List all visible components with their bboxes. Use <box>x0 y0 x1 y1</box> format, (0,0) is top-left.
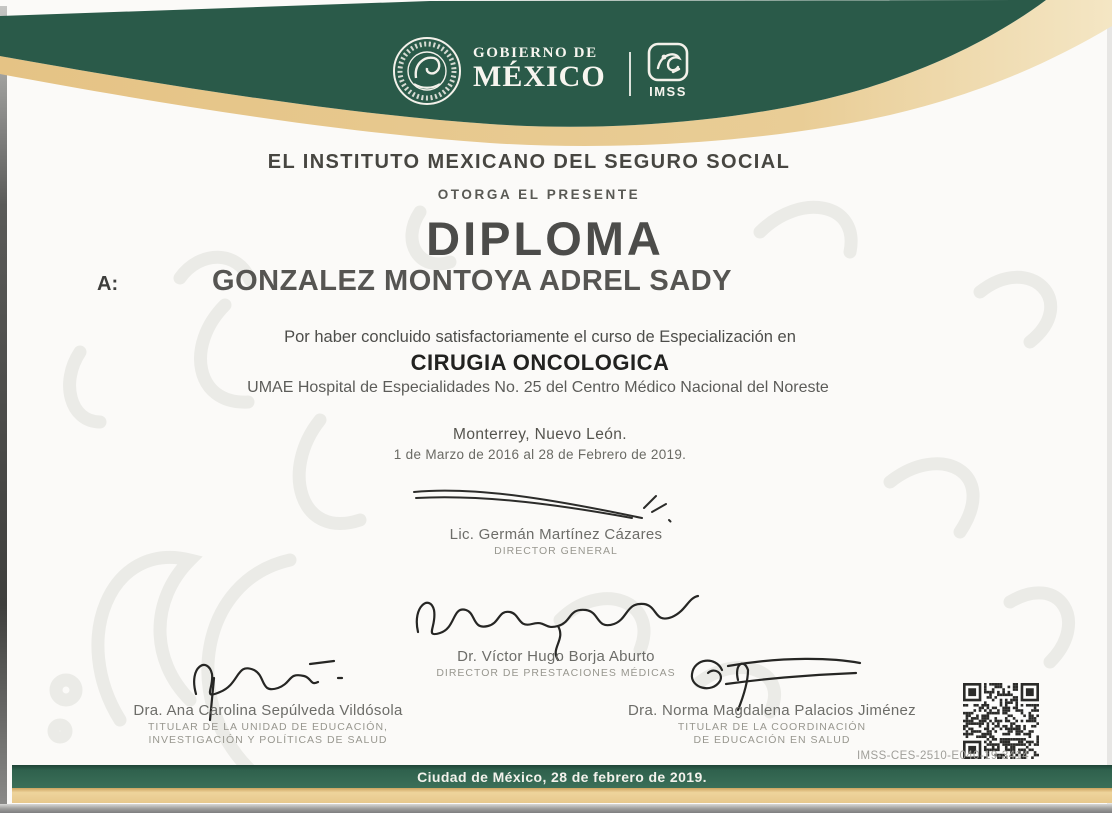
issue-place-date: Ciudad de México, 28 de febrero de 2019. <box>417 768 707 785</box>
signature-stroke <box>168 648 368 702</box>
signature-block-unidad-educacion <box>100 648 436 747</box>
signature-stroke <box>662 648 882 702</box>
location-line: Monterrey, Nuevo León. <box>453 426 627 443</box>
signatory-role: DIRECTOR DE PRESTACIONES MÉDICAS <box>436 667 676 679</box>
brand-line1: GOBIERNO DE <box>473 45 598 61</box>
signature-block-director-general <box>386 480 726 558</box>
signature-stroke <box>406 586 706 648</box>
recipient-name: GONZALEZ MONTOYA ADREL SADY <box>212 265 732 297</box>
header-divider <box>629 52 631 96</box>
brand-line2: MÉXICO <box>473 60 606 93</box>
specialty-name: CIRUGIA ONCOLOGICA <box>410 350 670 375</box>
signatory-name: Lic. Germán Martínez Cázares <box>449 526 663 543</box>
institution-line: UMAE Hospital de Especialidades No. 25 del Centro Médico Nacional del Noreste <box>247 379 829 396</box>
issuer-line: EL INSTITUTO MEXICANO DEL SEGURO SOCIAL <box>267 151 791 173</box>
signatory-name: Dra. Norma Magdalena Palacios Jiménez <box>628 702 916 719</box>
signatory-role: TITULAR DE LA UNIDAD DE EDUCACIÓN, INVESTIGACIÓN Y POLÍTICAS DE SALUD <box>148 721 388 747</box>
signatory-role: TITULAR DE LA COORDINACIÓN DE EDUCACIÓN EN SALUD <box>677 721 867 747</box>
gobierno-de-mexico-wordmark <box>473 45 606 94</box>
footer-gold-band <box>12 788 1112 803</box>
signatory-role: DIRECTOR GENERAL <box>494 545 618 557</box>
to-label: A: <box>97 273 119 295</box>
period-line: 1 de Marzo de 2016 al 28 de Febrero de 2019. <box>393 447 687 462</box>
folio-number: IMSS-CES-2510-E040-19-3414 <box>856 750 1030 762</box>
imss-logo-icon <box>641 42 695 99</box>
qr-code <box>963 683 1039 759</box>
imss-label: IMSS <box>649 84 687 99</box>
footer-green-band <box>12 765 1112 788</box>
diploma-title: DIPLOMA <box>426 212 664 265</box>
reason-line: Por haber concluido satisfactoriamente el curso de Especialización en <box>284 328 796 346</box>
signatory-name: Dr. Víctor Hugo Borja Aburto <box>457 648 655 665</box>
grants-line: OTORGA EL PRESENTE <box>437 187 641 202</box>
signature-stroke <box>406 480 706 526</box>
signatory-name: Dra. Ana Carolina Sepúlveda Vildósola <box>133 702 403 719</box>
signature-block-coordinacion-educacion <box>600 648 944 747</box>
